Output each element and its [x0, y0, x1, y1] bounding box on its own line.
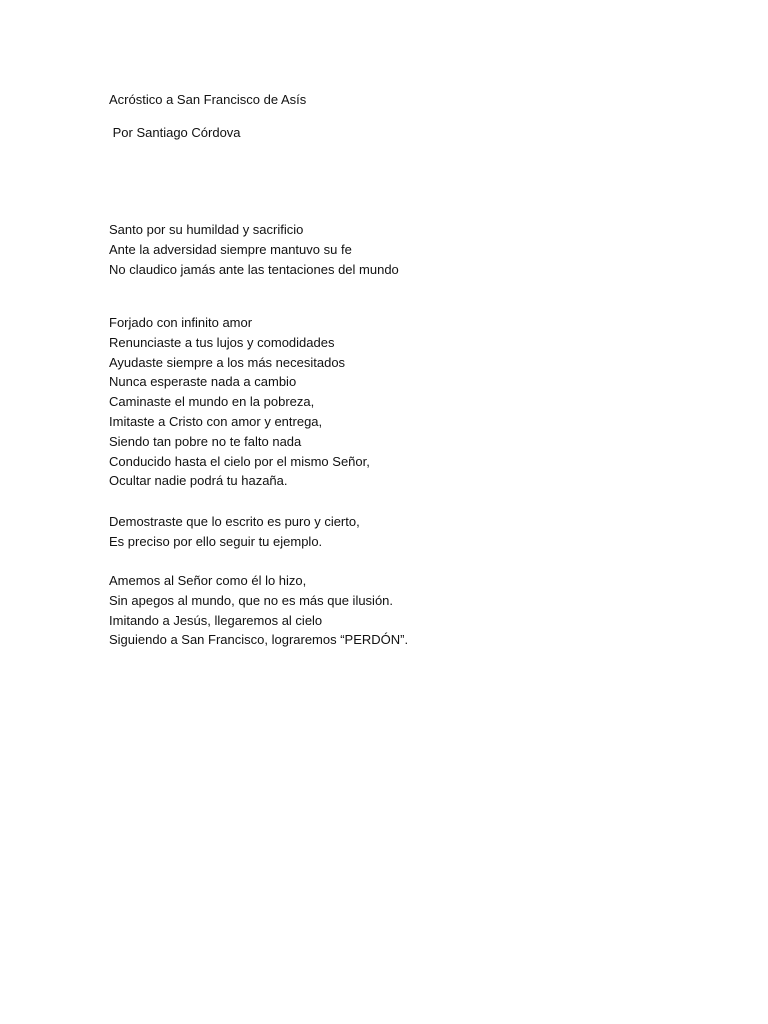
poem-line: Conducido hasta el cielo por el mismo Señor, — [109, 453, 370, 469]
stanza-4 — [109, 571, 408, 650]
poem-line: Amemos al Señor como él lo hizo, — [109, 573, 307, 588]
poem-line: No claudico jamás ante las tentaciones del mundo — [109, 261, 399, 277]
poem-line: Forjado con infinito amor — [109, 315, 253, 330]
poem-line: Imitaste a Cristo con amor y entrega, — [109, 413, 323, 429]
stanza-3 — [109, 512, 360, 552]
document-title: Acróstico a San Francisco de Asís — [109, 92, 307, 107]
document-author: Por Santiago Córdova — [109, 125, 241, 140]
poem-line: Sin apegos al mundo, que no es más que ilusión. — [109, 592, 394, 608]
poem-line: Siguiendo a San Francisco, lograremos “PERDÓN”. — [109, 632, 409, 648]
poem-line: Siendo tan pobre no te falto nada — [109, 433, 302, 449]
poem-line: Ocultar nadie podrá tu hazaña. — [109, 473, 288, 489]
poem-line: Ayudaste siempre a los más necesitados — [109, 354, 346, 370]
poem-line: Santo por su humildad y sacrificio — [109, 222, 304, 237]
poem-line: Imitando a Jesús, llegaremos al cielo — [109, 612, 323, 628]
poem-line: Demostraste que lo escrito es puro y cierto, — [109, 514, 360, 529]
poem-line: Ante la adversidad siempre mantuvo su fe — [109, 241, 352, 257]
poem-line: Nunca esperaste nada a cambio — [109, 374, 297, 390]
poem-line: Renunciaste a tus lujos y comodidades — [109, 334, 335, 350]
stanza-1 — [109, 220, 399, 279]
poem-line: Caminaste el mundo en la pobreza, — [109, 394, 315, 410]
poem-line: Es preciso por ello seguir tu ejemplo. — [109, 533, 323, 549]
stanza-2 — [109, 313, 370, 491]
